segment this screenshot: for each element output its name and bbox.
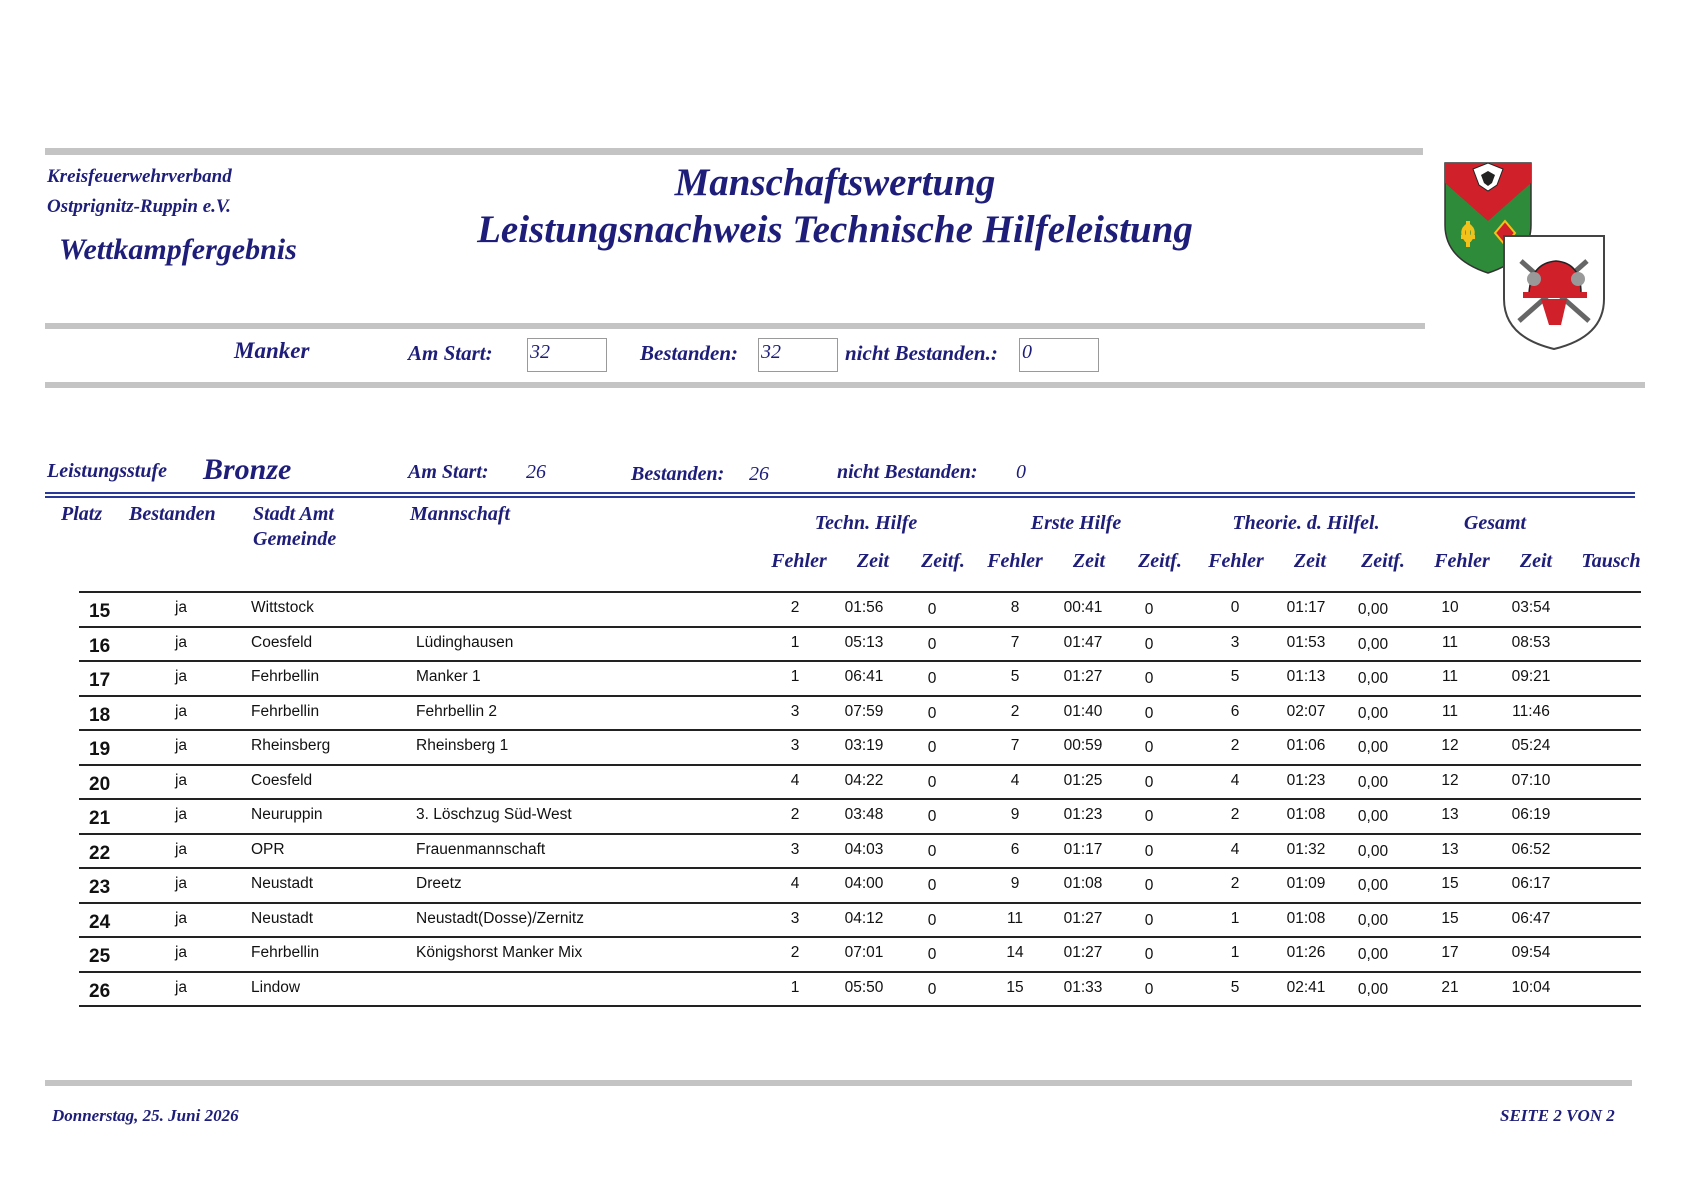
cell-eh-zeitf: 0	[1144, 635, 1154, 653]
cell-th-zeitf: 0	[927, 842, 937, 860]
cell-eh-zeitf: 0	[1144, 946, 1154, 963]
cell-bestanden: ja	[174, 737, 188, 754]
group-header-erste: Erste Hilfe	[1030, 512, 1122, 534]
sub-header-eh-zeitf: Zeitf.	[1138, 550, 1182, 572]
footer-date: Donnerstag, 25. Juni 2026	[52, 1106, 239, 1125]
cell-th2-fehler: 4	[1230, 771, 1240, 789]
cell-eh-fehler: 15	[1006, 978, 1024, 996]
cell-th-zeit: 07:01	[844, 944, 884, 961]
cell-th-fehler: 3	[790, 702, 800, 720]
cell-platz: 18	[89, 704, 111, 726]
cell-eh-zeit: 01:27	[1063, 668, 1103, 685]
cell-eh-fehler: 7	[1010, 737, 1020, 754]
cell-th2-zeit: 01:09	[1286, 875, 1326, 892]
cell-stadt: Neuruppin	[251, 806, 323, 823]
cell-platz: 16	[89, 635, 111, 657]
page-title-2: Leistungsnachweis Technische Hilfeleistung	[477, 208, 1193, 251]
cell-eh-zeitf: 0	[1144, 842, 1154, 860]
table-row	[0, 662, 1650, 696]
cell-th-zeitf: 0	[927, 601, 937, 618]
page-title: Manschaftswertung	[674, 161, 996, 204]
cell-g-zeit: 05:24	[1511, 737, 1551, 754]
cell-g-fehler: 10	[1441, 599, 1459, 616]
cell-g-zeit: 09:54	[1511, 944, 1551, 961]
cell-stadt: Fehrbellin	[251, 702, 320, 720]
cell-bestanden: ja	[174, 771, 188, 789]
cell-eh-zeit: 01:25	[1063, 771, 1103, 789]
cell-th-zeitf: 0	[927, 704, 937, 722]
cell-eh-fehler: 5	[1010, 668, 1020, 685]
cell-bestanden: ja	[174, 668, 188, 685]
sub-header-th-zeit: Zeit	[856, 550, 890, 572]
cell-mannschaft: Königshorst Manker Mix	[416, 944, 583, 961]
footer-rule	[45, 1080, 1632, 1086]
table-row	[0, 904, 1650, 938]
summary-am-start-label: Am Start:	[408, 341, 493, 365]
cell-th2-fehler: 0	[1230, 599, 1240, 616]
col-header-mannschaft: Mannschaft	[410, 503, 511, 525]
cell-th-zeit: 06:41	[844, 668, 884, 685]
level-bestanden-label: Bestanden:	[631, 463, 725, 485]
cell-g-fehler: 13	[1441, 806, 1459, 823]
cell-th2-zeitf: 0,00	[1357, 946, 1389, 963]
group-header-technik: Techn. Hilfe	[814, 512, 918, 534]
cell-bestanden: ja	[174, 840, 188, 858]
cell-g-zeit: 06:17	[1511, 875, 1551, 892]
cell-g-zeit: 06:47	[1511, 909, 1551, 927]
cell-platz: 19	[89, 739, 111, 760]
cell-th2-zeit: 01:17	[1286, 599, 1326, 616]
cell-g-zeit: 07:10	[1511, 771, 1551, 789]
cell-eh-zeit: 01:40	[1063, 702, 1103, 720]
cell-th-fehler: 3	[790, 737, 800, 754]
cell-th2-zeit: 01:13	[1286, 668, 1326, 685]
cell-th2-zeitf: 0,00	[1357, 601, 1389, 618]
cell-th-fehler: 2	[790, 599, 800, 616]
cell-eh-fehler: 9	[1010, 875, 1020, 892]
cell-th2-fehler: 1	[1230, 944, 1240, 961]
sub-header-tausch: Tausch	[1581, 550, 1641, 572]
cell-th2-fehler: 3	[1230, 633, 1240, 651]
cell-g-zeit: 06:19	[1511, 806, 1551, 823]
cell-eh-zeit: 00:59	[1063, 737, 1103, 754]
cell-eh-zeitf: 0	[1144, 773, 1154, 791]
cell-th2-zeit: 01:53	[1286, 633, 1326, 651]
cell-th2-fehler: 5	[1230, 978, 1240, 996]
cell-eh-zeit: 01:47	[1063, 633, 1103, 651]
cell-stadt: Coesfeld	[251, 771, 313, 789]
cell-th2-fehler: 5	[1230, 668, 1240, 685]
cell-th-zeitf: 0	[927, 911, 937, 929]
cell-g-zeit: 10:04	[1511, 978, 1551, 996]
level-am-start-label: Am Start:	[408, 461, 489, 483]
summary-bestanden-label: Bestanden:	[640, 341, 739, 365]
level-name: Bronze	[203, 453, 292, 486]
cell-stadt: Rheinsberg	[251, 737, 331, 754]
cell-g-fehler: 11	[1441, 702, 1459, 720]
cell-th2-fehler: 1	[1230, 909, 1240, 927]
cell-eh-fehler: 4	[1010, 771, 1020, 789]
sub-header-g-zeit: Zeit	[1519, 550, 1553, 572]
cell-th-zeitf: 0	[927, 808, 937, 825]
sub-header-eh-fehler: Fehler	[987, 550, 1043, 572]
cell-eh-fehler: 8	[1010, 599, 1020, 616]
cell-th-zeit: 03:48	[844, 806, 884, 823]
cell-bestanden: ja	[174, 944, 188, 961]
cell-th-zeitf: 0	[927, 773, 937, 791]
cell-eh-zeit: 01:33	[1063, 978, 1103, 996]
cell-bestanden: ja	[174, 978, 188, 996]
cell-mannschaft: 3. Löschzug Süd-West	[416, 806, 572, 823]
cell-platz: 22	[89, 842, 111, 864]
sub-header-g-fehler: Fehler	[1434, 550, 1490, 572]
cell-eh-fehler: 7	[1010, 633, 1020, 651]
level-rule-2	[45, 496, 1635, 498]
level-rule	[45, 492, 1635, 494]
cell-stadt: Neustadt	[251, 909, 314, 927]
cell-g-zeit: 06:52	[1511, 840, 1551, 858]
table-row	[0, 973, 1650, 1007]
col-header-platz: Platz	[61, 503, 103, 525]
group-header-gesamt: Gesamt	[1463, 512, 1527, 534]
cell-bestanden: ja	[174, 599, 188, 616]
level-nicht-label: nicht Bestanden:	[837, 461, 978, 483]
org-line-2: Ostprignitz-Ruppin e.V.	[47, 196, 231, 217]
top-rule	[45, 148, 1423, 155]
cell-g-zeit: 11:46	[1512, 702, 1550, 720]
sub-header-th2-zeitf: Zeitf.	[1361, 550, 1405, 572]
cell-eh-zeit: 00:41	[1063, 599, 1103, 616]
cell-eh-fehler: 9	[1010, 806, 1020, 823]
cell-eh-zeit: 01:17	[1063, 840, 1103, 858]
page-subtitle: Wettkampfergebnis	[59, 233, 297, 266]
cell-platz: 17	[89, 670, 111, 691]
cell-th2-fehler: 2	[1230, 875, 1240, 892]
col-header-stadt-2: Gemeinde	[253, 528, 337, 550]
cell-th-zeit: 05:13	[844, 633, 884, 651]
cell-th-zeit: 04:12	[844, 909, 884, 927]
cell-th2-zeit: 01:23	[1286, 771, 1326, 789]
cell-g-fehler: 11	[1441, 668, 1459, 685]
sub-header-th-fehler: Fehler	[771, 550, 827, 572]
summary-rule-top	[45, 323, 1425, 329]
cell-th-fehler: 3	[790, 840, 800, 858]
cell-th-zeit: 07:59	[844, 702, 884, 720]
cell-th-zeitf: 0	[927, 670, 937, 687]
cell-th-zeit: 04:03	[844, 840, 884, 858]
cell-eh-zeitf: 0	[1144, 704, 1154, 722]
cell-eh-zeitf: 0	[1144, 670, 1154, 687]
cell-platz: 20	[89, 773, 111, 795]
row-divider	[79, 1005, 1641, 1007]
cell-g-fehler: 15	[1441, 909, 1459, 927]
cell-g-fehler: 13	[1441, 840, 1459, 858]
cell-mannschaft: Rheinsberg 1	[416, 737, 509, 754]
cell-eh-zeitf: 0	[1144, 980, 1154, 998]
cell-platz: 26	[89, 980, 111, 1002]
cell-th2-zeitf: 0,00	[1357, 911, 1389, 929]
cell-th-zeit: 03:19	[844, 737, 884, 754]
cell-th-zeitf: 0	[927, 980, 937, 998]
cell-platz: 25	[89, 946, 111, 967]
cell-th2-zeit: 01:32	[1286, 840, 1326, 858]
cell-eh-fehler: 11	[1006, 909, 1024, 927]
cell-platz: 21	[89, 808, 111, 829]
cell-stadt: Lindow	[251, 978, 301, 996]
group-header-theorie: Theorie. d. Hilfel.	[1232, 512, 1380, 534]
cell-g-fehler: 17	[1441, 944, 1459, 961]
cell-bestanden: ja	[174, 702, 188, 720]
cell-th2-zeit: 01:06	[1286, 737, 1326, 754]
cell-th2-zeitf: 0,00	[1357, 739, 1389, 756]
cell-th2-zeit: 01:08	[1286, 909, 1326, 927]
sub-header-th2-fehler: Fehler	[1208, 550, 1264, 572]
cell-g-fehler: 12	[1441, 771, 1459, 789]
cell-th2-zeit: 01:08	[1286, 806, 1326, 823]
cell-g-fehler: 12	[1441, 737, 1459, 754]
cell-eh-fehler: 2	[1010, 702, 1020, 720]
cell-eh-zeit: 01:23	[1063, 806, 1103, 823]
cell-mannschaft: Neustadt(Dosse)/Zernitz	[416, 909, 584, 927]
cell-th-zeit: 04:00	[844, 875, 884, 892]
cell-stadt: Neustadt	[251, 875, 314, 892]
table-row	[0, 835, 1650, 869]
cell-g-zeit: 03:54	[1511, 599, 1551, 616]
cell-g-fehler: 11	[1441, 633, 1459, 651]
cell-mannschaft: Fehrbellin 2	[416, 702, 497, 720]
sub-header-th2-zeit: Zeit	[1293, 550, 1327, 572]
cell-eh-zeit: 01:08	[1063, 875, 1103, 892]
cell-eh-zeit: 01:27	[1063, 944, 1103, 961]
table-row	[0, 731, 1650, 765]
cell-th-zeit: 04:22	[844, 771, 884, 789]
cell-g-zeit: 08:53	[1511, 633, 1551, 651]
table-row	[0, 593, 1650, 627]
cell-mannschaft: Frauenmannschaft	[416, 840, 546, 858]
cell-stadt: Wittstock	[251, 599, 314, 616]
cell-th2-zeit: 02:07	[1286, 702, 1326, 720]
cell-stadt: OPR	[251, 840, 285, 858]
cell-eh-zeitf: 0	[1144, 911, 1154, 929]
cell-stadt: Fehrbellin	[251, 668, 320, 685]
cell-th2-zeit: 02:41	[1286, 978, 1326, 996]
table-row	[0, 628, 1650, 662]
cell-g-fehler: 21	[1441, 978, 1459, 996]
cell-eh-fehler: 6	[1010, 840, 1020, 858]
cell-th2-fehler: 2	[1230, 737, 1240, 754]
cell-bestanden: ja	[174, 875, 188, 892]
cell-th2-zeitf: 0,00	[1357, 773, 1389, 791]
cell-th2-zeitf: 0,00	[1357, 980, 1389, 998]
sub-header-th-zeitf: Zeitf.	[921, 550, 965, 572]
cell-eh-zeitf: 0	[1144, 601, 1154, 618]
cell-th-fehler: 2	[790, 806, 800, 823]
col-header-bestanden: Bestanden	[129, 503, 216, 525]
cell-eh-zeitf: 0	[1144, 739, 1154, 756]
table-row	[0, 766, 1650, 800]
sub-header-eh-zeit: Zeit	[1072, 550, 1106, 572]
cell-th-zeitf: 0	[927, 739, 937, 756]
cell-th2-zeitf: 0,00	[1357, 808, 1389, 825]
cell-eh-zeitf: 0	[1144, 808, 1154, 825]
table-row	[0, 697, 1650, 731]
cell-mannschaft: Manker 1	[416, 668, 481, 685]
footer-page: SEITE 2 VON 2	[1500, 1106, 1615, 1125]
cell-mannschaft: Lüdinghausen	[416, 633, 514, 651]
org-line-1: Kreisfeuerwehrverband	[47, 166, 232, 187]
fire-brigade-emblem-icon	[1501, 233, 1607, 351]
cell-th-fehler: 4	[790, 875, 800, 892]
level-nicht-value: 0	[1016, 461, 1026, 483]
cell-th2-zeitf: 0,00	[1357, 635, 1389, 653]
cell-th-zeitf: 0	[927, 877, 937, 894]
col-header-stadt-1: Stadt Amt	[253, 503, 334, 525]
cell-th-fehler: 3	[790, 909, 800, 927]
cell-th2-fehler: 2	[1230, 806, 1240, 823]
cell-platz: 23	[89, 877, 111, 898]
level-label: Leistungsstufe	[47, 460, 168, 482]
cell-th-fehler: 1	[790, 633, 800, 651]
summary-rule-bottom	[45, 382, 1645, 388]
cell-th2-fehler: 6	[1230, 702, 1240, 720]
cell-mannschaft: Dreetz	[416, 875, 462, 892]
cell-bestanden: ja	[174, 633, 188, 651]
cell-bestanden: ja	[174, 806, 188, 823]
cell-eh-fehler: 14	[1006, 944, 1024, 961]
cell-g-zeit: 09:21	[1511, 668, 1551, 685]
cell-th-zeit: 05:50	[844, 978, 884, 996]
cell-th-zeitf: 0	[927, 635, 937, 653]
cell-stadt: Coesfeld	[251, 633, 313, 651]
level-am-start-value: 26	[526, 461, 546, 483]
cell-th-zeitf: 0	[927, 946, 937, 963]
cell-platz: 15	[89, 601, 111, 622]
summary-am-start-box: 32	[527, 338, 607, 372]
cell-th-fehler: 2	[790, 944, 800, 961]
level-bestanden-value: 26	[749, 463, 769, 485]
cell-th2-zeit: 01:26	[1286, 944, 1326, 961]
cell-th2-zeitf: 0,00	[1357, 877, 1389, 894]
table-row	[0, 800, 1650, 834]
cell-th-fehler: 1	[790, 978, 800, 996]
table-row	[0, 869, 1650, 903]
cell-g-fehler: 15	[1441, 875, 1459, 892]
summary-nicht-label: nicht Bestanden.:	[845, 341, 998, 365]
table-row	[0, 938, 1650, 972]
cell-platz: 24	[89, 911, 111, 933]
cell-th2-zeitf: 0,00	[1357, 704, 1389, 722]
cell-th2-zeitf: 0,00	[1357, 842, 1389, 860]
cell-stadt: Fehrbellin	[251, 944, 320, 961]
cell-bestanden: ja	[174, 909, 188, 927]
cell-eh-zeit: 01:27	[1063, 909, 1103, 927]
cell-th2-fehler: 4	[1230, 840, 1240, 858]
summary-nicht-box: 0	[1019, 338, 1099, 372]
cell-th-zeit: 01:56	[844, 599, 884, 616]
summary-location: Manker	[234, 338, 310, 363]
summary-bestanden-box: 32	[758, 338, 838, 372]
cell-th2-zeitf: 0,00	[1357, 670, 1389, 687]
cell-eh-zeitf: 0	[1144, 877, 1154, 894]
cell-th-fehler: 4	[790, 771, 800, 789]
cell-th-fehler: 1	[790, 668, 800, 685]
